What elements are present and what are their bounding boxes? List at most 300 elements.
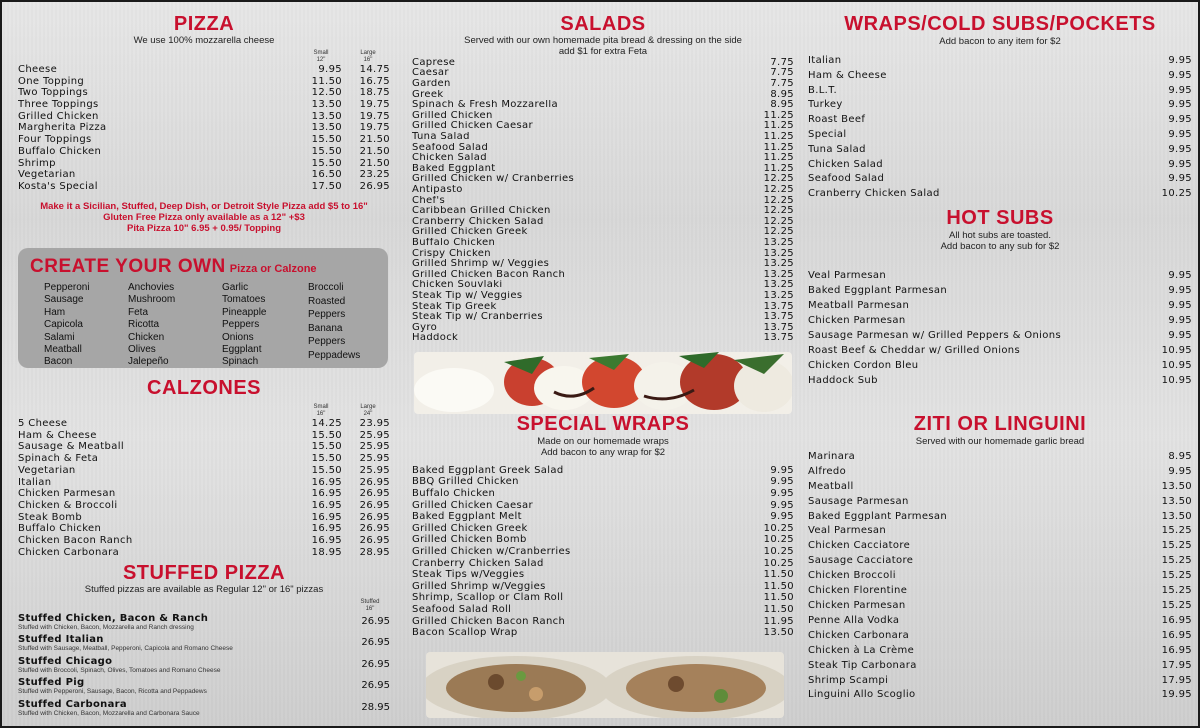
menu-item-row xyxy=(808,268,1192,283)
item-name: Chicken Salad xyxy=(808,158,883,170)
item-name: Linguini Allo Scoglio xyxy=(808,689,916,701)
item-price-small: 13.50 xyxy=(311,122,342,134)
item-price: 12.25 xyxy=(763,183,794,195)
item-name: Marinara xyxy=(808,450,856,462)
item-name: Grilled Chicken xyxy=(18,110,99,122)
item-name: Meatball xyxy=(808,480,854,492)
stuffed-pizza-title: STUFFED PIZZA xyxy=(122,562,286,584)
item-name: Caribbean Grilled Chicken xyxy=(412,206,551,217)
item-name: Baked Eggplant Parmesan xyxy=(808,284,948,296)
stuffed-size: Stuffed 16" xyxy=(360,598,380,612)
menu-item-row xyxy=(808,172,1192,187)
item-price: 8.95 xyxy=(770,99,794,111)
item-name: Sausage Parmesan w/ Grilled Peppers & Onions xyxy=(808,329,1062,341)
item-name: Buffalo Chicken xyxy=(412,488,496,500)
item-price-small: 13.50 xyxy=(311,110,342,122)
menu-item-row xyxy=(808,98,1192,113)
item-price: 7.75 xyxy=(770,78,794,90)
item-name: Ham & Cheese xyxy=(18,429,97,441)
menu-item-row xyxy=(18,76,390,88)
item-name: Turkey xyxy=(808,99,843,111)
item-price-small: 16.95 xyxy=(311,523,342,535)
item-price: 12.25 xyxy=(763,226,794,238)
menu-item-row xyxy=(808,584,1192,599)
menu-item-row xyxy=(808,113,1192,128)
topping-item: Spinach xyxy=(222,356,259,368)
wrap-photo xyxy=(426,652,784,718)
topping-item: Pepperoni xyxy=(44,282,90,293)
menu-item-row xyxy=(412,604,794,616)
item-price-large: 26.95 xyxy=(359,535,390,547)
item-price-large: 26.95 xyxy=(359,499,390,511)
menu-item-row xyxy=(808,128,1192,143)
item-name: Three Toppings xyxy=(18,99,99,111)
item-price: 9.95 xyxy=(770,499,794,511)
topping-item: Eggplant xyxy=(222,344,262,356)
item-price: 9.95 xyxy=(1168,173,1192,185)
item-name: Cranberry Chicken Salad xyxy=(412,216,544,227)
item-price: 16.95 xyxy=(1161,629,1192,641)
calzone-size-large: Large 24" xyxy=(360,404,376,417)
item-name: Buffalo Chicken xyxy=(412,237,496,248)
item-name: Cranberry Chicken Salad xyxy=(412,557,544,569)
item-price: 9.95 xyxy=(1168,114,1192,126)
menu-item-row xyxy=(412,164,794,175)
pizza-size-large: Large 16" xyxy=(360,49,376,63)
item-price: 9.95 xyxy=(1168,314,1192,326)
item-price-large: 18.75 xyxy=(359,87,390,99)
item-name: Gyro xyxy=(412,322,438,333)
menu-item-row xyxy=(412,111,794,122)
item-name: Baked Eggplant Greek Salad xyxy=(412,464,564,476)
menu-item-row xyxy=(412,132,794,143)
item-price-small: 16.50 xyxy=(311,169,342,181)
item-name: Spinach & Feta xyxy=(18,453,99,465)
wraps-cold-list xyxy=(808,54,1192,202)
calzone-size-small: Small 16" xyxy=(313,404,329,417)
topping-item: Roasted Peppers xyxy=(308,296,346,320)
item-price: 11.50 xyxy=(763,569,794,581)
item-name: Caesar xyxy=(412,68,449,79)
hot-subs-section xyxy=(808,208,1192,388)
item-price: 15.25 xyxy=(1161,540,1192,552)
item-price: 10.95 xyxy=(1161,344,1192,356)
item-price: 15.25 xyxy=(1161,585,1192,597)
item-name: Chicken Cacciatore xyxy=(808,540,911,552)
item-name: Two Toppings xyxy=(18,87,89,99)
item-price: 9.95 xyxy=(1168,54,1192,66)
item-name: Chicken Cordon Bleu xyxy=(808,359,919,371)
menu-item-row xyxy=(808,54,1192,69)
toppings-column xyxy=(44,282,90,369)
item-price: 7.75 xyxy=(770,67,794,79)
item-price: 13.25 xyxy=(763,247,794,259)
item-name: Buffalo Chicken xyxy=(18,523,102,535)
pizza-note: Make it a Sicilian, Stuffed, Deep Dish, or Detroit Style Pizza add $5 to 16" xyxy=(40,200,368,212)
column-right xyxy=(808,2,1192,202)
item-price: 11.25 xyxy=(763,141,794,153)
item-price: 13.75 xyxy=(763,300,794,312)
topping-item: Olives xyxy=(128,344,156,356)
item-name: Penne Alla Vodka xyxy=(808,614,900,626)
pizza-list xyxy=(18,64,390,193)
menu-item-row xyxy=(412,488,794,500)
stuffed-item-name: Stuffed Chicken, Bacon & Ranch xyxy=(18,612,209,624)
item-name: Sausage Parmesan xyxy=(808,495,909,507)
item-name: Italian xyxy=(808,54,842,66)
menu-item-row xyxy=(412,465,794,477)
item-price: 13.25 xyxy=(763,236,794,248)
pizza-note: Pita Pizza 10" 6.95 + 0.95/ Topping xyxy=(126,223,281,235)
menu-item-row xyxy=(412,217,794,228)
item-price: 11.25 xyxy=(763,131,794,142)
menu-item-row xyxy=(808,358,1192,373)
item-price: 9.95 xyxy=(1168,299,1192,311)
calzones-title: CALZONES xyxy=(147,377,261,399)
item-price: 11.25 xyxy=(763,109,794,121)
item-price: 10.95 xyxy=(1161,359,1192,371)
stuffed-item-text xyxy=(18,677,207,696)
item-name: Grilled Chicken Bomb xyxy=(412,534,527,546)
item-price-large: 26.95 xyxy=(359,523,390,535)
menu-item-row xyxy=(412,280,794,291)
item-price: 9.95 xyxy=(1168,158,1192,170)
item-name: Ham & Cheese xyxy=(808,69,887,81)
item-price: 13.75 xyxy=(763,332,794,344)
menu-item-row xyxy=(412,523,794,535)
item-price: 8.95 xyxy=(770,88,794,100)
stuffed-item xyxy=(18,699,390,721)
item-name: Chicken à La Crème xyxy=(808,644,915,656)
item-name: Alfredo xyxy=(808,465,847,477)
item-price-small: 13.50 xyxy=(311,99,342,111)
topping-item: Broccoli xyxy=(308,282,344,293)
menu-item-row xyxy=(412,100,794,111)
item-price-small: 15.50 xyxy=(311,441,342,453)
menu-item-row xyxy=(808,629,1192,644)
item-name: Steak Tip w/ Cranberries xyxy=(412,312,543,323)
stuffed-item-desc: Stuffed with Chicken, Bacon, Mozzarella and Ranch dressing xyxy=(18,623,194,631)
topping-item: Onions xyxy=(222,331,254,343)
item-price-small: 14.25 xyxy=(311,418,342,429)
stuffed-item-desc: Stuffed with Broccoli, Spinach, Olives, Tomatoes and Romano Cheese xyxy=(18,666,221,674)
menu-item-row xyxy=(412,196,794,207)
menu-item-row xyxy=(412,323,794,334)
menu-item-row xyxy=(412,227,794,238)
stuffed-pizza-subtitle: Stuffed pizzas are available as Regular 12" or 16" pizzas xyxy=(84,584,324,595)
menu-item-row xyxy=(412,291,794,302)
item-price-large: 26.95 xyxy=(359,476,390,488)
special-wraps-list xyxy=(412,465,794,639)
item-name: Chicken Salad xyxy=(412,153,487,164)
item-name: Grilled Chicken Greek xyxy=(412,522,528,534)
item-price: 10.25 xyxy=(763,534,794,546)
item-name: Cranberry Chicken Salad xyxy=(808,188,940,200)
item-name: Greek xyxy=(412,89,444,100)
item-name: 5 Cheese xyxy=(18,418,68,429)
item-price: 11.50 xyxy=(763,592,794,604)
item-price-large: 23.95 xyxy=(359,418,390,429)
item-price: 17.95 xyxy=(1161,674,1192,686)
item-name: Four Toppings xyxy=(18,134,92,146)
item-name: Sausage Cacciatore xyxy=(808,555,914,567)
item-name: Roast Beef & Cheddar w/ Grilled Onions xyxy=(808,344,1021,356)
item-name: Chicken Parmesan xyxy=(808,314,906,326)
stuffed-item-price: 26.95 xyxy=(361,637,390,649)
menu-item-row xyxy=(412,511,794,523)
menu-item-row xyxy=(808,644,1192,659)
item-name: Grilled Chicken Caesar xyxy=(412,499,533,511)
menu-item-row xyxy=(808,158,1192,173)
item-price: 10.25 xyxy=(763,522,794,534)
menu-item-row xyxy=(18,465,390,477)
item-price-small: 15.50 xyxy=(311,145,342,157)
salads-subtitle: Served with our own homemade pita bread & dressing on the side xyxy=(464,35,742,46)
item-price: 11.25 xyxy=(763,162,794,174)
item-name: Caprese xyxy=(412,57,456,68)
topping-item: Mushroom xyxy=(128,294,176,306)
item-price: 13.75 xyxy=(763,321,794,333)
item-name: Steak Tip w/ Veggies xyxy=(412,290,523,301)
item-name: Grilled Chicken Bacon Ranch xyxy=(412,615,566,627)
menu-item-row xyxy=(808,659,1192,674)
item-name: Tuna Salad xyxy=(808,143,866,155)
item-name: Grilled Chicken w/Cranberries xyxy=(412,546,571,557)
item-name: Garden xyxy=(412,79,451,90)
menu-item-row xyxy=(412,238,794,249)
item-name: Chef's xyxy=(412,195,446,206)
item-name: Shrimp Scampi xyxy=(808,674,889,686)
item-price-small: 17.50 xyxy=(311,180,342,192)
menu-item-row xyxy=(412,174,794,185)
item-price: 13.25 xyxy=(763,258,794,270)
menu-item-row xyxy=(412,569,794,581)
item-price: 10.25 xyxy=(763,546,794,557)
menu-item-row xyxy=(412,79,794,90)
item-price-small: 15.50 xyxy=(311,453,342,465)
menu-item-row xyxy=(808,283,1192,298)
menu-item-row xyxy=(18,64,390,76)
item-price-large: 21.50 xyxy=(359,157,390,169)
stuffed-item-price: 26.95 xyxy=(361,680,390,692)
item-price-small: 16.95 xyxy=(311,499,342,511)
menu-item-row xyxy=(18,512,390,524)
wrap-image xyxy=(426,652,784,718)
item-price: 9.95 xyxy=(1168,99,1192,111)
menu-item-row xyxy=(808,480,1192,495)
stuffed-item xyxy=(18,634,390,656)
pizza-title: PIZZA xyxy=(173,13,235,35)
menu-board xyxy=(2,2,1198,726)
stuffed-item-name: Stuffed Chicago xyxy=(18,655,113,667)
create-your-own-heading: CREATE YOUR OWN xyxy=(30,256,226,277)
stuffed-item-price: 26.95 xyxy=(361,615,390,627)
menu-item-row xyxy=(412,476,794,488)
item-name: Italian xyxy=(18,476,52,488)
menu-item-row xyxy=(18,488,390,500)
menu-item-row xyxy=(18,441,390,453)
item-price-small: 16.95 xyxy=(311,535,342,547)
item-name: Meatball Parmesan xyxy=(808,299,910,311)
topping-item: Anchovies xyxy=(128,282,175,293)
item-name: Steak Bomb xyxy=(18,511,83,523)
item-name: Baked Eggplant Parmesan xyxy=(808,510,948,522)
item-name: Chicken Carbonara xyxy=(18,546,120,558)
item-name: Grilled Shrimp w/Veggies xyxy=(412,580,546,592)
item-price-large: 19.75 xyxy=(359,99,390,111)
item-price: 12.25 xyxy=(763,194,794,206)
item-price: 13.50 xyxy=(763,627,794,639)
menu-item-row xyxy=(412,270,794,281)
menu-item-row xyxy=(808,688,1192,703)
item-price: 13.50 xyxy=(1161,495,1192,507)
stuffed-item-price: 28.95 xyxy=(361,701,390,713)
item-name: Baked Eggplant Melt xyxy=(412,511,522,523)
menu-item-row xyxy=(808,343,1192,358)
special-wraps-subtitle: Made on our homemade wraps xyxy=(537,436,669,447)
special-wraps-subtitle-2: Add bacon to any wrap for $2 xyxy=(540,446,666,458)
topping-item: Bacon xyxy=(44,356,73,368)
item-price: 12.25 xyxy=(763,215,794,227)
item-price: 12.25 xyxy=(763,205,794,217)
item-name: Buffalo Chicken xyxy=(18,145,102,157)
create-your-own-title xyxy=(30,256,317,278)
item-price: 9.95 xyxy=(1168,329,1192,341)
ziti-section xyxy=(808,414,1192,703)
item-price: 9.95 xyxy=(1168,84,1192,96)
item-price-large: 21.50 xyxy=(359,145,390,157)
item-price: 9.95 xyxy=(1168,69,1192,81)
caprese-photo xyxy=(414,352,792,414)
item-name: Seafood Salad xyxy=(412,142,489,153)
calzones-section xyxy=(18,378,390,558)
topping-item: Capicola xyxy=(44,319,83,331)
item-price-large: 14.75 xyxy=(359,63,390,75)
salads-title: SALADS xyxy=(560,13,646,35)
stuffed-item xyxy=(18,677,390,699)
item-price-large: 28.95 xyxy=(359,546,390,558)
topping-item: Feta xyxy=(128,306,149,318)
menu-item-row xyxy=(18,158,390,170)
item-name: Veal Parmesan xyxy=(808,269,887,281)
menu-item-row xyxy=(412,143,794,154)
menu-item-row xyxy=(808,298,1192,313)
stuffed-item-name: Stuffed Pig xyxy=(18,677,85,689)
item-price-small: 16.95 xyxy=(311,488,342,500)
menu-item-row xyxy=(18,500,390,512)
item-name: Vegetarian xyxy=(18,169,76,181)
item-price-large: 19.75 xyxy=(359,122,390,134)
item-name: Chicken Souvlaki xyxy=(412,280,503,291)
item-name: Chicken Bacon Ranch xyxy=(18,535,133,547)
item-price: 11.50 xyxy=(763,603,794,615)
menu-item-row xyxy=(808,143,1192,158)
menu-item-row xyxy=(18,181,390,193)
item-name: One Topping xyxy=(18,75,85,87)
item-price: 10.95 xyxy=(1161,374,1192,386)
item-name: Shrimp xyxy=(18,157,56,169)
wraps-cold-subtitle: Add bacon to any item for $2 xyxy=(939,36,1061,47)
menu-item-row xyxy=(18,99,390,111)
item-name: Grilled Chicken xyxy=(412,110,493,121)
item-name: Grilled Shrimp w/ Veggies xyxy=(412,259,550,270)
menu-item-row xyxy=(808,599,1192,614)
item-price: 9.95 xyxy=(1168,128,1192,140)
menu-item-row xyxy=(808,495,1192,510)
item-price-large: 26.95 xyxy=(359,488,390,500)
menu-item-row xyxy=(18,523,390,535)
item-name: Chicken & Broccoli xyxy=(18,499,118,511)
item-price: 16.95 xyxy=(1161,644,1192,656)
item-price: 12.25 xyxy=(763,173,794,185)
item-name: Steak Tip Greek xyxy=(412,301,497,312)
item-name: Grilled Chicken Greek xyxy=(412,227,528,238)
item-name: Chicken Parmesan xyxy=(808,599,906,611)
item-price: 11.25 xyxy=(763,152,794,164)
menu-item-row xyxy=(412,185,794,196)
item-name: Chicken Florentine xyxy=(808,585,908,597)
hot-subs-list xyxy=(808,268,1192,388)
column-middle xyxy=(412,2,794,344)
item-name: Steak Tips w/Veggies xyxy=(412,569,525,581)
menu-item-row xyxy=(412,90,794,101)
item-name: Cheese xyxy=(18,63,58,75)
stuffed-item xyxy=(18,613,390,635)
menu-item-row xyxy=(18,547,390,559)
stuffed-item-text xyxy=(18,699,200,718)
salads-subtitle-2: add $1 for extra Feta xyxy=(558,45,648,57)
topping-item: Salami xyxy=(44,331,75,343)
topping-item: Banana Peppers xyxy=(308,323,346,347)
menu-item-row xyxy=(18,134,390,146)
menu-item-row xyxy=(18,87,390,99)
item-name: Chicken Parmesan xyxy=(18,488,116,500)
item-price: 13.25 xyxy=(763,279,794,291)
menu-item-row xyxy=(808,539,1192,554)
item-name: Seafood Salad xyxy=(808,173,885,185)
item-name: Kosta's Special xyxy=(18,180,98,192)
menu-item-row xyxy=(18,453,390,465)
item-price: 17.95 xyxy=(1161,659,1192,671)
item-price: 13.25 xyxy=(763,289,794,301)
item-price-large: 25.95 xyxy=(359,441,390,453)
item-price-large: 25.95 xyxy=(359,429,390,441)
stuffed-item-name: Stuffed Carbonara xyxy=(18,698,127,710)
menu-item-row xyxy=(412,153,794,164)
item-name: Shrimp, Scallop or Clam Roll xyxy=(412,592,564,604)
stuffed-pizza-list xyxy=(18,613,390,721)
item-price-small: 12.50 xyxy=(311,87,342,99)
menu-item-row xyxy=(412,302,794,313)
menu-item-row xyxy=(18,169,390,181)
create-your-own-panel xyxy=(18,248,388,368)
hot-subs-subtitle-2: Add bacon to any sub for $2 xyxy=(940,240,1060,252)
item-price-small: 16.95 xyxy=(311,476,342,488)
menu-item-row xyxy=(412,249,794,260)
topping-item: Sausage xyxy=(44,294,84,306)
item-price-small: 15.50 xyxy=(311,157,342,169)
item-price: 16.95 xyxy=(1161,614,1192,626)
item-price-small: 15.50 xyxy=(311,429,342,441)
item-name: Steak Tip Carbonara xyxy=(808,659,917,671)
item-name: Tuna Salad xyxy=(412,132,470,142)
menu-item-row xyxy=(412,121,794,132)
topping-item: Pineapple xyxy=(222,306,267,318)
item-price-large: 26.95 xyxy=(359,511,390,523)
item-price: 9.95 xyxy=(1168,284,1192,296)
menu-item-row xyxy=(18,430,390,442)
toppings-column xyxy=(308,282,360,364)
